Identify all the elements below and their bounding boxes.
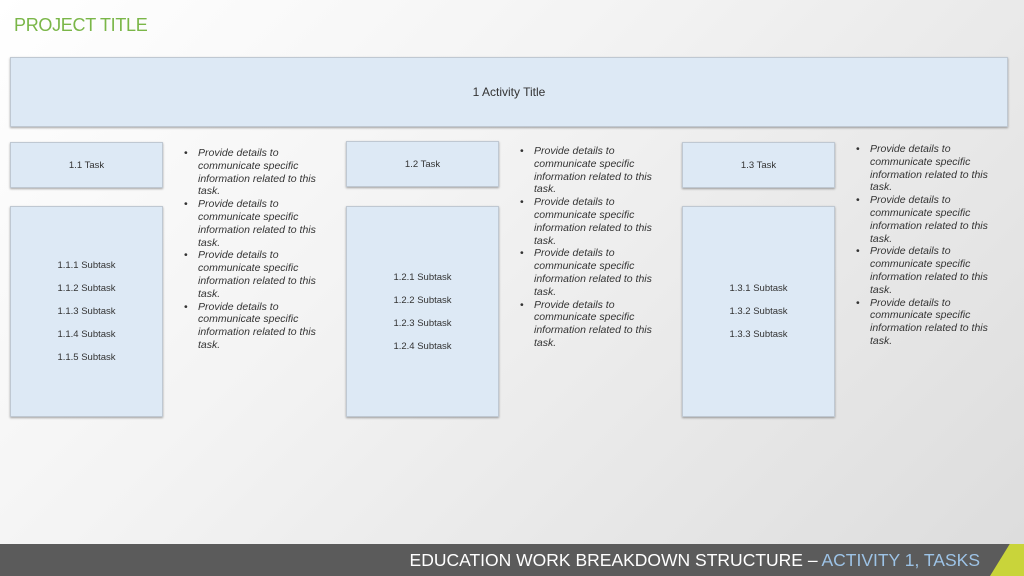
detail-bullet: • Provide details to communicate specific information related to this task. xyxy=(870,245,1005,296)
detail-bullet: • Provide details to communicate specific information related to this task. xyxy=(198,198,333,249)
detail-bullet: • Provide details to communicate specific information related to this task. xyxy=(534,299,669,350)
task-box-1 xyxy=(10,142,163,188)
detail-bullet: • Provide details to communicate specific information related to this task. xyxy=(198,249,333,300)
subtask-item: 1.2.3 Subtask xyxy=(393,317,452,329)
subtask-item: 1.2.2 Subtask xyxy=(393,294,452,306)
subtask-box-1 xyxy=(10,206,163,417)
subtask-item: 1.1.1 Subtask xyxy=(57,260,116,271)
subtask-box-2 xyxy=(346,206,499,417)
task-box-2 xyxy=(346,141,499,187)
footer-title xyxy=(410,550,980,571)
task-label: 1.3 Task xyxy=(740,159,777,171)
subtask-item: 1.3.3 Subtask xyxy=(729,329,788,340)
task-box-3 xyxy=(682,142,835,188)
footer-title-accent: ACTIVITY 1, TASKS xyxy=(821,550,980,570)
detail-bullet: • Provide details to communicate specific information related to this task. xyxy=(198,147,333,198)
subtask-item: 1.2.1 Subtask xyxy=(393,271,452,283)
project-title: PROJECT TITLE xyxy=(14,15,148,35)
footer-title-main: EDUCATION WORK BREAKDOWN STRUCTURE – xyxy=(409,550,822,570)
detail-bullet: • Provide details to communicate specific information related to this task. xyxy=(870,297,1005,348)
subtask-item: 1.1.3 Subtask xyxy=(57,306,116,317)
subtask-item: 1.1.5 Subtask xyxy=(57,352,116,363)
subtask-item: 1.1.2 Subtask xyxy=(57,283,116,294)
task-details-3 xyxy=(856,143,1005,348)
subtask-item: 1.1.4 Subtask xyxy=(57,329,116,340)
task-details-1 xyxy=(184,147,333,352)
detail-bullet: • Provide details to communicate specific information related to this task. xyxy=(534,145,669,196)
task-label: 1.2 Task xyxy=(404,158,441,170)
detail-bullet: • Provide details to communicate specific information related to this task. xyxy=(198,301,333,352)
activity-title-box xyxy=(10,57,1008,127)
detail-bullet: • Provide details to communicate specific information related to this task. xyxy=(534,247,669,298)
task-label: 1.1 Task xyxy=(68,159,105,171)
detail-bullet: • Provide details to communicate specific information related to this task. xyxy=(870,143,1005,194)
activity-title: 1 Activity Title xyxy=(472,85,546,99)
subtask-box-3 xyxy=(682,206,835,417)
detail-bullet: • Provide details to communicate specific information related to this task. xyxy=(534,196,669,247)
subtask-item: 1.3.1 Subtask xyxy=(729,283,788,294)
task-details-2 xyxy=(520,145,669,350)
subtask-item: 1.3.2 Subtask xyxy=(729,306,788,317)
detail-bullet: • Provide details to communicate specific information related to this task. xyxy=(870,194,1005,245)
subtask-item: 1.2.4 Subtask xyxy=(393,340,452,352)
